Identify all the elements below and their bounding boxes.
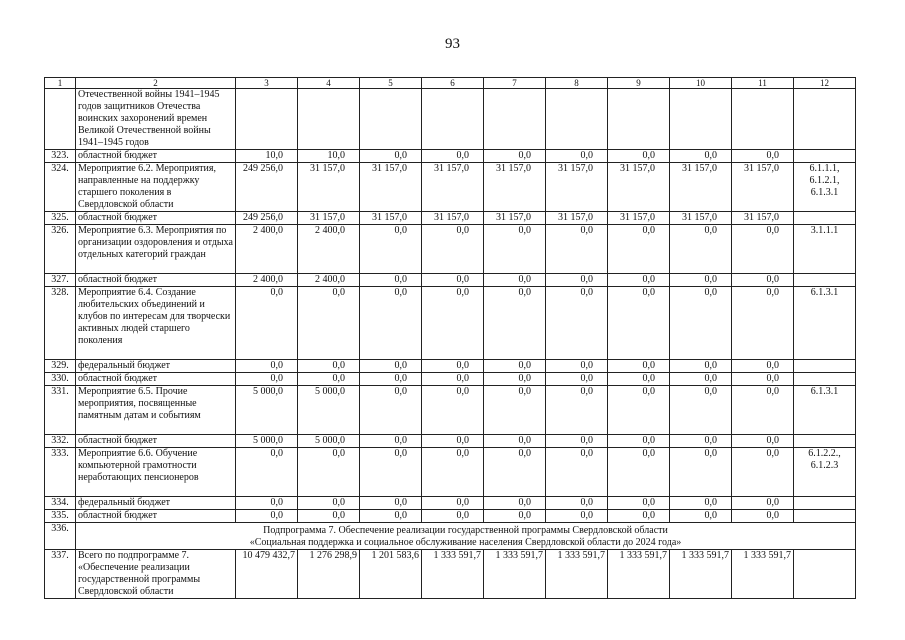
- value-cell: 0,0: [422, 497, 484, 510]
- row-number: 328.: [45, 287, 76, 360]
- value-cell: 0,0: [484, 510, 546, 523]
- value-cell: 0,0: [484, 360, 546, 373]
- value-cell: 0,0: [732, 510, 794, 523]
- value-cell: 0,0: [236, 360, 298, 373]
- table-row: [45, 150, 856, 163]
- table-row: [45, 510, 856, 523]
- value-cell: 0,0: [670, 225, 732, 274]
- value-cell: 0,0: [484, 225, 546, 274]
- value-cell: 0,0: [422, 150, 484, 163]
- value-cell: 1 333 591,7: [484, 550, 546, 599]
- value-cell: 5 000,0: [298, 386, 360, 435]
- value-cell: 0,0: [546, 150, 608, 163]
- target-code: 6.1.3.1: [794, 386, 856, 435]
- empty-cell: [360, 89, 422, 150]
- row-number: 327.: [45, 274, 76, 287]
- value-cell: 1 276 298,9: [298, 550, 360, 599]
- table-header-row: [45, 78, 856, 89]
- value-cell: 0,0: [732, 287, 794, 360]
- row-number: 323.: [45, 150, 76, 163]
- row-name: Мероприятие 6.5. Прочие мероприятия, посвященные памятным датам и событиям: [76, 386, 236, 435]
- table-row: [45, 497, 856, 510]
- column-header: 11: [732, 78, 794, 89]
- value-cell: 0,0: [732, 274, 794, 287]
- value-cell: 0,0: [484, 274, 546, 287]
- value-cell: 0,0: [670, 497, 732, 510]
- value-cell: 0,0: [360, 386, 422, 435]
- value-cell: 0,0: [360, 274, 422, 287]
- target-code: [794, 274, 856, 287]
- value-cell: 0,0: [422, 287, 484, 360]
- value-cell: 1 333 591,7: [422, 550, 484, 599]
- row-name: областной бюджет: [76, 373, 236, 386]
- empty-cell: [670, 89, 732, 150]
- value-cell: 0,0: [608, 225, 670, 274]
- row-number: 324.: [45, 163, 76, 212]
- value-cell: 0,0: [546, 274, 608, 287]
- value-cell: 0,0: [670, 150, 732, 163]
- value-cell: 0,0: [360, 510, 422, 523]
- value-cell: 2 400,0: [236, 274, 298, 287]
- row-name: областной бюджет: [76, 212, 236, 225]
- value-cell: 0,0: [670, 435, 732, 448]
- value-cell: 249 256,0: [236, 163, 298, 212]
- value-cell: 0,0: [298, 510, 360, 523]
- row-name: федеральный бюджет: [76, 497, 236, 510]
- row-name: областной бюджет: [76, 510, 236, 523]
- value-cell: 10,0: [298, 150, 360, 163]
- value-cell: 31 157,0: [732, 163, 794, 212]
- row-name: областной бюджет: [76, 435, 236, 448]
- target-code: 6.1.3.1: [794, 287, 856, 360]
- subprogram-title-line1: Подпрограмма 7. Обеспечение реализации государственной программы Свердловской области: [263, 525, 668, 536]
- value-cell: 5 000,0: [236, 386, 298, 435]
- subprogram-title-line2: «Социальная поддержка и социальное обслуживание населения Свердловской области до 2024 года»: [249, 537, 682, 548]
- column-header: 6: [422, 78, 484, 89]
- target-code: [794, 150, 856, 163]
- value-cell: 0,0: [298, 497, 360, 510]
- row-name: Мероприятие 6.6. Обучение компьютерной грамотности неработающих пенсионеров: [76, 448, 236, 497]
- row-name: областной бюджет: [76, 150, 236, 163]
- value-cell: 0,0: [670, 448, 732, 497]
- value-cell: 0,0: [670, 287, 732, 360]
- value-cell: 0,0: [608, 373, 670, 386]
- value-cell: 31 157,0: [608, 163, 670, 212]
- target-code: [794, 550, 856, 599]
- row-number: 331.: [45, 386, 76, 435]
- value-cell: 31 157,0: [298, 212, 360, 225]
- value-cell: 0,0: [236, 448, 298, 497]
- value-cell: 5 000,0: [298, 435, 360, 448]
- value-cell: 0,0: [236, 510, 298, 523]
- value-cell: 0,0: [608, 510, 670, 523]
- row-name: Мероприятие 6.3. Мероприятия по организации оздоровления и отдыха отдельных категорий граждан: [76, 225, 236, 274]
- column-header: 8: [546, 78, 608, 89]
- value-cell: 0,0: [732, 360, 794, 373]
- value-cell: 0,0: [608, 435, 670, 448]
- column-header: 2: [76, 78, 236, 89]
- table-row: [45, 386, 856, 435]
- value-cell: 0,0: [422, 225, 484, 274]
- empty-cell: [422, 89, 484, 150]
- target-code: 6.1.1.1, 6.1.2.1, 6.1.3.1: [794, 163, 856, 212]
- column-header: 4: [298, 78, 360, 89]
- value-cell: 0,0: [732, 373, 794, 386]
- value-cell: 0,0: [732, 435, 794, 448]
- value-cell: 0,0: [236, 497, 298, 510]
- value-cell: 0,0: [422, 448, 484, 497]
- row-name: Всего по подпрограмме 7. «Обеспечение реализации государственной программы Свердловской области: [76, 550, 236, 599]
- value-cell: 0,0: [546, 510, 608, 523]
- table-row: [45, 373, 856, 386]
- value-cell: 0,0: [670, 360, 732, 373]
- value-cell: 31 157,0: [360, 163, 422, 212]
- value-cell: 0,0: [484, 150, 546, 163]
- target-code: [794, 212, 856, 225]
- value-cell: 0,0: [360, 435, 422, 448]
- value-cell: 0,0: [484, 497, 546, 510]
- column-header: 1: [45, 78, 76, 89]
- row-name: Мероприятие 6.2. Мероприятия, направленные на поддержку старшего поколения в Свердловской области: [76, 163, 236, 212]
- value-cell: 0,0: [360, 225, 422, 274]
- table-row: [45, 435, 856, 448]
- column-header: 5: [360, 78, 422, 89]
- value-cell: 0,0: [732, 497, 794, 510]
- empty-cell: [298, 89, 360, 150]
- value-cell: 31 157,0: [670, 212, 732, 225]
- value-cell: 0,0: [360, 287, 422, 360]
- value-cell: 31 157,0: [732, 212, 794, 225]
- value-cell: 31 157,0: [546, 163, 608, 212]
- value-cell: 0,0: [298, 287, 360, 360]
- value-cell: 1 333 591,7: [608, 550, 670, 599]
- row-number: 337.: [45, 550, 76, 599]
- column-header: 10: [670, 78, 732, 89]
- target-code: 3.1.1.1: [794, 225, 856, 274]
- value-cell: 0,0: [608, 448, 670, 497]
- value-cell: 0,0: [236, 287, 298, 360]
- target-code: [794, 497, 856, 510]
- value-cell: 31 157,0: [422, 163, 484, 212]
- value-cell: 0,0: [360, 373, 422, 386]
- value-cell: 0,0: [546, 497, 608, 510]
- value-cell: 0,0: [360, 497, 422, 510]
- subprogram-title: [76, 523, 856, 550]
- empty-cell: [608, 89, 670, 150]
- value-cell: 0,0: [546, 448, 608, 497]
- table-row: [45, 89, 856, 150]
- value-cell: 0,0: [422, 386, 484, 435]
- column-header: 9: [608, 78, 670, 89]
- value-cell: 1 201 583,6: [360, 550, 422, 599]
- value-cell: 2 400,0: [298, 274, 360, 287]
- value-cell: 31 157,0: [670, 163, 732, 212]
- value-cell: 0,0: [422, 360, 484, 373]
- value-cell: 0,0: [484, 373, 546, 386]
- value-cell: 0,0: [298, 360, 360, 373]
- table-row: [45, 360, 856, 373]
- empty-cell: [732, 89, 794, 150]
- value-cell: 0,0: [422, 274, 484, 287]
- value-cell: 0,0: [608, 274, 670, 287]
- table-row: [45, 212, 856, 225]
- value-cell: 10 479 432,7: [236, 550, 298, 599]
- value-cell: 0,0: [670, 373, 732, 386]
- table-row: [45, 225, 856, 274]
- target-code: [794, 373, 856, 386]
- budget-table: [44, 77, 856, 599]
- column-header: 7: [484, 78, 546, 89]
- value-cell: 0,0: [422, 510, 484, 523]
- value-cell: 31 157,0: [546, 212, 608, 225]
- table-row: [45, 163, 856, 212]
- subprogram-row: [45, 523, 856, 550]
- row-number: 329.: [45, 360, 76, 373]
- row-number: 330.: [45, 373, 76, 386]
- value-cell: 0,0: [608, 386, 670, 435]
- value-cell: 0,0: [360, 150, 422, 163]
- row-number: 326.: [45, 225, 76, 274]
- target-code: [794, 510, 856, 523]
- value-cell: 0,0: [484, 435, 546, 448]
- total-row: [45, 550, 856, 599]
- value-cell: 31 157,0: [608, 212, 670, 225]
- value-cell: 0,0: [298, 373, 360, 386]
- empty-cell: [484, 89, 546, 150]
- value-cell: 2 400,0: [298, 225, 360, 274]
- value-cell: 0,0: [484, 386, 546, 435]
- row-number: 325.: [45, 212, 76, 225]
- value-cell: 31 157,0: [422, 212, 484, 225]
- value-cell: 0,0: [360, 448, 422, 497]
- row-number: 335.: [45, 510, 76, 523]
- target-code: 6.1.2.2., 6.1.2.3: [794, 448, 856, 497]
- value-cell: 0,0: [484, 287, 546, 360]
- row-number: 336.: [45, 523, 76, 550]
- value-cell: 0,0: [608, 360, 670, 373]
- value-cell: 1 333 591,7: [670, 550, 732, 599]
- value-cell: 31 157,0: [484, 212, 546, 225]
- value-cell: 0,0: [608, 497, 670, 510]
- target-code: [794, 360, 856, 373]
- table-row: [45, 274, 856, 287]
- value-cell: 0,0: [546, 287, 608, 360]
- value-cell: 0,0: [608, 287, 670, 360]
- value-cell: 0,0: [732, 225, 794, 274]
- value-cell: 0,0: [422, 373, 484, 386]
- target-code: [794, 435, 856, 448]
- value-cell: 0,0: [608, 150, 670, 163]
- empty-cell: [546, 89, 608, 150]
- value-cell: 5 000,0: [236, 435, 298, 448]
- value-cell: 0,0: [670, 274, 732, 287]
- row-number: 332.: [45, 435, 76, 448]
- value-cell: 0,0: [732, 448, 794, 497]
- row-name: областной бюджет: [76, 274, 236, 287]
- value-cell: 1 333 591,7: [546, 550, 608, 599]
- value-cell: 0,0: [422, 435, 484, 448]
- value-cell: 0,0: [546, 435, 608, 448]
- value-cell: 0,0: [360, 360, 422, 373]
- value-cell: 0,0: [546, 373, 608, 386]
- value-cell: 0,0: [670, 386, 732, 435]
- value-cell: 10,0: [236, 150, 298, 163]
- value-cell: 0,0: [484, 448, 546, 497]
- value-cell: 1 333 591,7: [732, 550, 794, 599]
- empty-cell: [794, 89, 856, 150]
- value-cell: 0,0: [546, 360, 608, 373]
- table-row: [45, 448, 856, 497]
- value-cell: 2 400,0: [236, 225, 298, 274]
- row-number: 333.: [45, 448, 76, 497]
- row-name: Мероприятие 6.4. Создание любительских объединений и клубов по интересам для творчески активных людей старшего поколения: [76, 287, 236, 360]
- column-header: 12: [794, 78, 856, 89]
- row-number: 334.: [45, 497, 76, 510]
- column-header: 3: [236, 78, 298, 89]
- value-cell: 0,0: [236, 373, 298, 386]
- empty-cell: [236, 89, 298, 150]
- value-cell: 0,0: [732, 150, 794, 163]
- value-cell: 31 157,0: [360, 212, 422, 225]
- value-cell: 31 157,0: [298, 163, 360, 212]
- row-name: федеральный бюджет: [76, 360, 236, 373]
- value-cell: 0,0: [298, 448, 360, 497]
- value-cell: 0,0: [670, 510, 732, 523]
- row-number: [45, 89, 76, 150]
- value-cell: 0,0: [732, 386, 794, 435]
- row-name: Отечественной войны 1941–1945 годов защитников Отечества воинских захоронений времен Великой Отечественной войны 1941–1945 годов: [76, 89, 236, 150]
- page-number: 93: [445, 36, 460, 52]
- value-cell: 249 256,0: [236, 212, 298, 225]
- value-cell: 0,0: [546, 386, 608, 435]
- table-row: [45, 287, 856, 360]
- value-cell: 31 157,0: [484, 163, 546, 212]
- value-cell: 0,0: [546, 225, 608, 274]
